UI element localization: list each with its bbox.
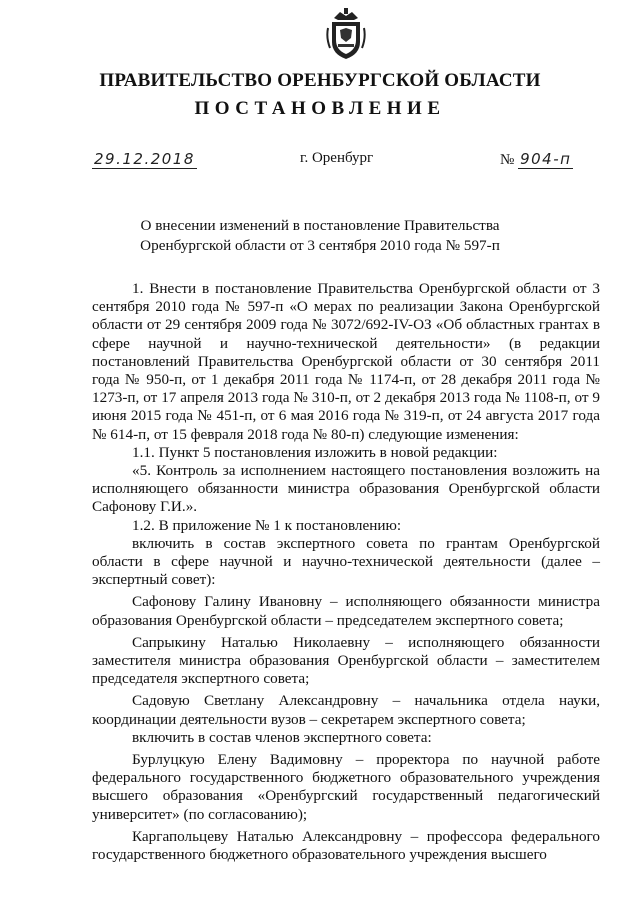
- decree-number: [500, 150, 573, 169]
- date-value: 29.12.2018: [94, 150, 195, 168]
- number-value: 904-п: [520, 150, 572, 168]
- paragraph: включить в состав экспертного совета по грантам Оренбургской области в сфере научной и научно-технической деятельности (далее – экспертный совет):: [92, 534, 600, 589]
- paragraph: 1.2. В приложение № 1 к постановлению:: [132, 516, 402, 534]
- decree-city: г. Оренбург: [300, 150, 374, 166]
- paragraph: 1.1. Пункт 5 постановления изложить в новой редакции:: [132, 443, 498, 461]
- decree-body: [92, 280, 600, 864]
- subject-line: Оренбургской области от 3 сентября 2010 года № 597-п: [140, 237, 500, 254]
- paragraph: Каргапольцеву Наталью Александровну – профессора федерального государственного бюджетного образовательного учреждения высшего: [92, 827, 600, 864]
- decree-subject: [0, 216, 640, 256]
- decree-date: [92, 150, 197, 169]
- paragraph: Сафонову Галину Ивановну – исполняющего обязанности министра образования Оренбургской области – председателем экспертного совета;: [92, 593, 600, 629]
- subject-line: О внесении изменений в постановление Правительства: [140, 217, 500, 234]
- paragraph: 1. Внести в постановление Правительства Оренбургской области от 3 сентября 2010 года № 597-п «О мерах по реализации Закона Оренбургской области от 29 сентября 2009 года № 3072/692-IV-ОЗ «Об областных грантах в сфере научной и научно-технической деятельности» (в редакции постановлений Правительства Оренбургской области от 30 сентября 2011 года № 950-п, от 1 декабря 2011 года № 1174-п, от 28 декабря 2011 года № 1273-п, от 17 апреля 2013 года № 310-п, от 2 декабря 2013 года № 1108-п, от 9 июня 2015 года № 451-п, от 6 мая 2016 года № 319-п, от 24 августа 2017 года № 614-п, от 15 февраля 2018 года № 80-п) следующие изменения:: [92, 280, 600, 443]
- number-label: №: [500, 152, 515, 168]
- government-name: ПРАВИТЕЛЬСТВО ОРЕНБУРГСКОЙ ОБЛАСТИ: [99, 70, 541, 91]
- paragraph: включить в состав членов экспертного совета:: [132, 728, 432, 746]
- paragraph: «5. Контроль за исполнением настоящего постановления возложить на исполняющего обязанности министра образования Оренбургской области Сафонову Г.И.».: [92, 462, 600, 516]
- document-type: ПОСТАНОВЛЕНИЕ: [194, 98, 446, 119]
- paragraph: Бурлуцкую Елену Вадимовну – проректора по научной работе федерального государственного бюджетного образовательного учреждения высшего образования «Оренбургский государственный педагогический университет» (по согласованию);: [92, 751, 600, 823]
- paragraph: Сапрыкину Наталью Николаевну – исполняющего обязанности заместителя министра образования Оренбургской области – заместителем председателя экспертного совета;: [92, 633, 600, 688]
- coat-of-arms-icon: [326, 8, 366, 60]
- paragraph: Садовую Светлану Александровну – начальника отдела науки, координации деятельности вузов – секретарем экспертного совета;: [92, 692, 600, 728]
